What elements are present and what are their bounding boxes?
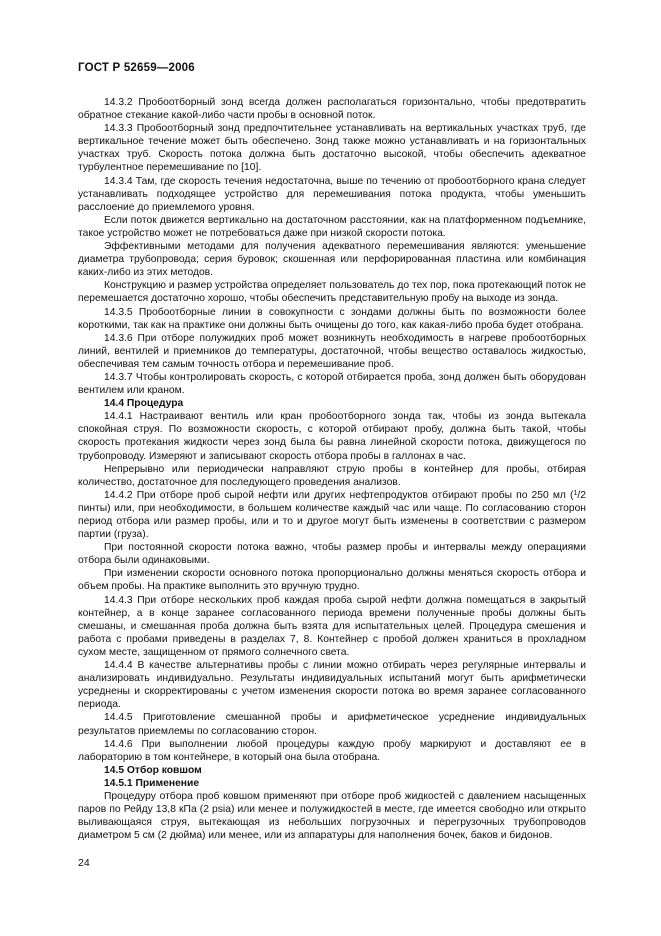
paragraph: 14.4.1 Настраивают вентиль или кран пробоотборного зонда так, чтобы из зонда вытекала спокойная струя. По возможности скорость, с которой отбирают пробу, должна быть такой, чтобы скорость протекания жидкости через зонд была бы равна линейной скорости потока, движущегося по трубопроводу. Измеряют и записывают скорость отбора пробы в галлонах в час.	[78, 411, 586, 462]
body-text	[78, 96, 586, 842]
paragraph: 14.3.7 Чтобы контролировать скорость, с которой отбирается проба, зонд должен быть оборудован вентилем или краном.	[78, 371, 586, 397]
paragraph-text: /2 пинты) или, при необходимости, в большем количестве каждый час или чаще. По согласованию сторон период отбора или размер пробы, или и то и другое могут быть изменены в соответствии с размером партии (груза).	[78, 489, 586, 541]
page-number: 24	[78, 857, 90, 869]
paragraph: 14.3.6 При отборе полужидких проб может возникнуть необходимость в нагреве пробоотборных линий, вентилей и приемников до температуры, достаточной, чтобы вещество оставалось жидкостью, обеспечивая тем самым точность отбора и перемешивание проб.	[78, 332, 586, 370]
paragraph: Конструкцию и размер устройства определяет пользователь до тех пор, пока протекающий поток не перемешается достаточно хорошо, чтобы обеспечить представительную пробу на выходе из зонда.	[78, 280, 586, 305]
paragraph: При постоянной скорости потока важно, чтобы размер пробы и интервалы между операциями отбора были одинаковыми.	[78, 542, 586, 567]
paragraph: 14.3.3 Пробоотборный зонд предпочтительнее устанавливать на вертикальных участках труб, где вертикальное течение может быть обеспечено. Зонд также можно устанавливать и на горизонтальных участках труб. Скорость потока должна быть достаточно высокой, чтобы обеспечить адекватное турбулентное перемешивание по [10].	[78, 123, 586, 174]
paragraph: Если поток движется вертикально на достаточном расстоянии, как на платформенном подъемнике, такое устройство может не потребоваться даже при низкой скорости потока.	[78, 214, 586, 239]
section-heading: 14.4 Процедура	[104, 398, 184, 410]
section-heading: 14.5 Отбор ковшом	[104, 764, 202, 776]
fraction-numerator: 1	[573, 489, 578, 497]
paragraph-text: 14.4.2 При отборе проб сырой нефти или других нефтепродуктов отбирают пробы по 250 мл (	[104, 489, 574, 501]
paragraph: 14.4.6 При выполнении любой процедуры каждую пробу маркируют и доставляют ее в лабораторию в том контейнере, в который она была отобрана.	[78, 738, 586, 763]
subsection-heading: 14.5.1 Применение	[104, 777, 200, 789]
paragraph: Непрерывно или периодически направляют струю пробы в контейнер для пробы, отбирая количество, достаточное для последующего проведения анализов.	[78, 463, 586, 488]
paragraph: 14.3.5 Пробоотборные линии в совокупности с зондами должны быть по возможности более короткими, так как на практике они должны быть очищены до того, как какая-либо проба будет отобрана.	[78, 306, 586, 331]
paragraph: 14.4.3 При отборе нескольких проб каждая проба сырой нефти должна помещаться в закрытый контейнер, а в конце заранее согласованного периода времени полученные пробы должны быть смешаны, и смешанная проба должна быть взята для испытательных целей. Процедура смешения и работа с пробами приведены в разделах 7, 8. Контейнер с пробой должен храниться в прохладном сухом месте, защищенном от прямого солнечного света.	[78, 594, 586, 658]
paragraph: При изменении скорости основного потока пропорционально должны меняться скорость отбора и объем пробы. На практике выполнить это вручную трудно.	[78, 568, 586, 593]
paragraph: 14.3.4 Там, где скорость течения недостаточна, выше по течению от пробоотборного крана следует устанавливать подходящее устройство для перемешивания потока продукта, чтобы уменьшить расслоение до приемлемого уровня.	[78, 175, 586, 213]
standard-header: ГОСТ Р 52659—2006	[78, 62, 195, 74]
paragraph	[78, 489, 586, 541]
paragraph: Процедуру отбора проб ковшом применяют при отборе проб жидкостей с давлением насыщенных паров по Рейду 13,8 кПа (2 psia) или менее и полужидкостей в месте, где имеется свободно или открыто выливающаяся струя, вытекающая из небольших погрузочных и перегрузочных трубопроводов диаметром 5 см (2 дюйма) или менее, или из аппаратуры для наполнения бочек, баков и бидонов.	[78, 790, 586, 842]
paragraph: Эффективными методами для получения адекватного перемешивания являются: уменьшение диаметра трубопровода; серия буровок; скошенная или перфорированная пластина или комбинация каких-либо из этих методов.	[78, 241, 586, 279]
paragraph: 14.3.2 Пробоотборный зонд всегда должен располагаться горизонтально, чтобы предотвратить обратное стекание какой-либо части пробы в основной поток.	[78, 97, 586, 122]
paragraph: 14.4.4 В качестве альтернативы пробы с линии можно отбирать через регулярные интервалы и анализировать индивидуально. Результаты индивидуальных испытаний могут быть арифметически усреднены и скорректированы с учетом изменения скорости потока во время заранее согласованного периода.	[78, 660, 586, 711]
paragraph: 14.4.5 Приготовление смешанной пробы и арифметическое усреднение индивидуальных результатов приемлемы по согласованию сторон.	[78, 712, 586, 737]
